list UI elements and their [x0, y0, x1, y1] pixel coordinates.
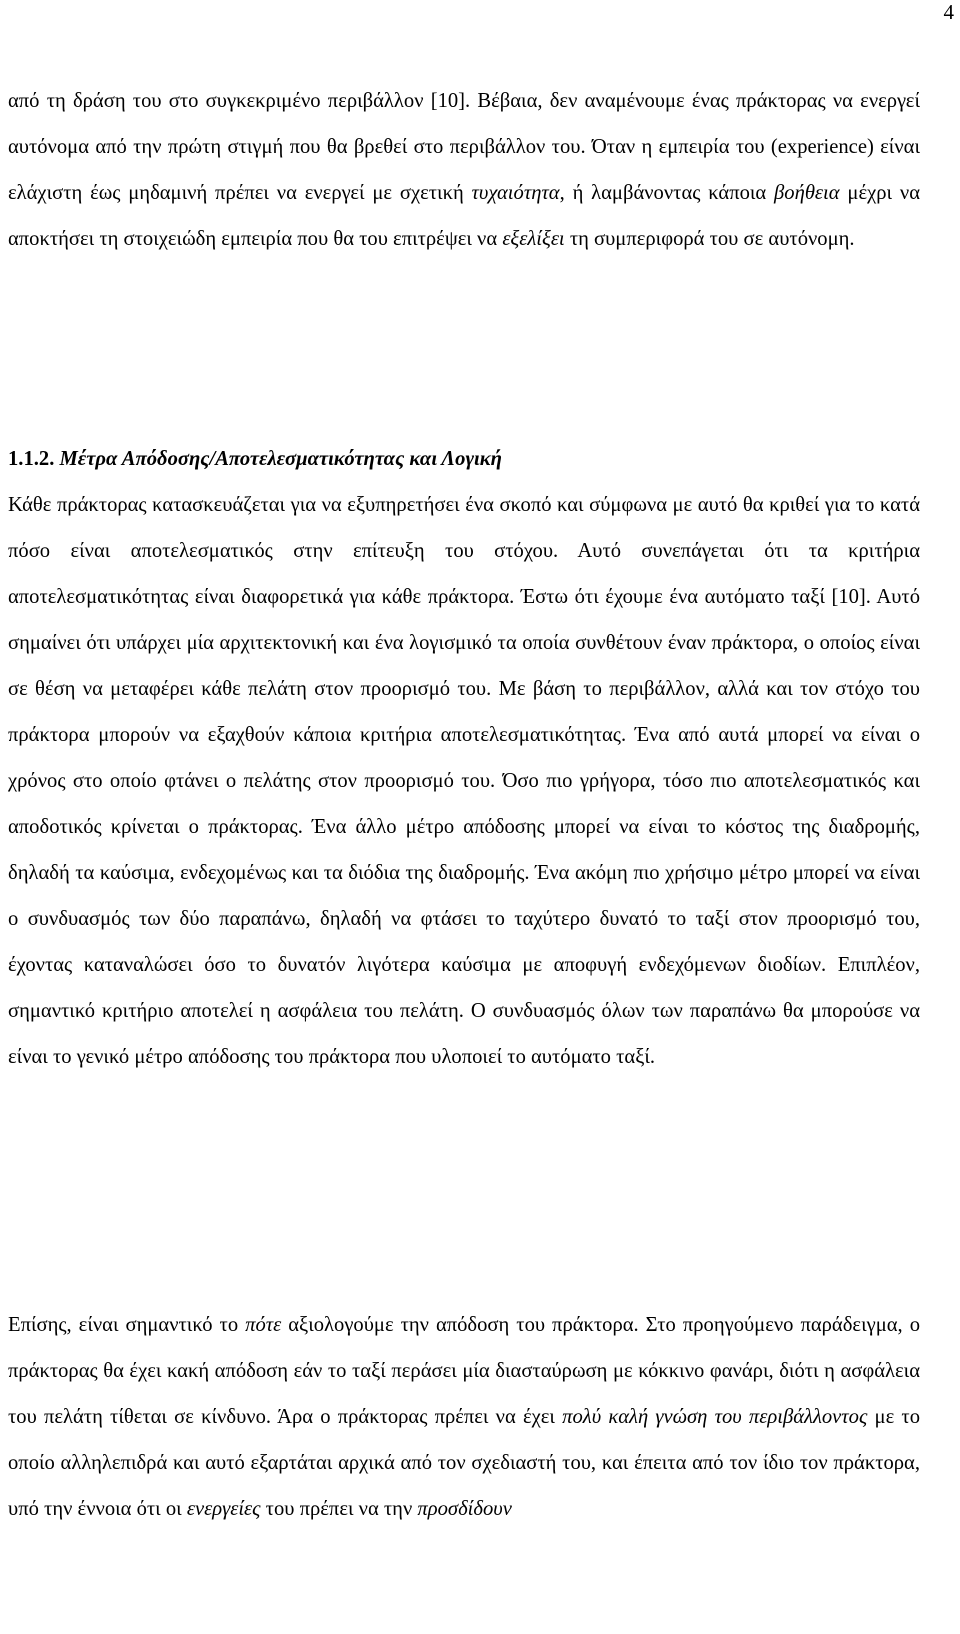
paragraph-continuation — [8, 78, 920, 262]
section-title: Μέτρα Απόδοσης/Αποτελεσματικότητας και Λογική — [59, 448, 502, 470]
section-heading — [8, 436, 502, 482]
emphasis-confer: προσδίδουν — [417, 1498, 512, 1520]
emphasis-environment-knowledge: πολύ καλή γνώση του περιβάλλοντος — [562, 1406, 868, 1428]
emphasis-help: βοήθεια — [774, 182, 840, 204]
paragraph-text: του πρέπει να την — [260, 1498, 418, 1520]
paragraph-text: από τη δράση του στο συγκεκριμένο περιβάλλον [10]. Βέβαια, δεν αναμένουμε ένας πράκτορας να ενεργεί αυτόνομα από την πρώτη στιγμή που θα βρεθεί στο περιβάλλον του. Όταν η εμπειρία του (experience) είναι ελάχιστη έως μηδαμινή πρέπει να ενεργεί με σχετική — [8, 90, 920, 204]
paragraph-text: τη συμπεριφορά του σε αυτόνομη. — [564, 228, 855, 250]
section-number: 1.1.2. — [8, 448, 60, 470]
emphasis-actions: ενεργείες — [186, 1498, 261, 1520]
paragraph-text: , ή λαμβάνοντας κάποια — [559, 182, 775, 204]
paragraph-text: αξιολογούμε την απόδοση του πράκτορα. Στο προηγούμενο παράδειγμα, ο πράκτορας θα έχει κακή απόδοση εάν το ταξί περάσει μία διασταύρωση με κόκκινο φανάρι, διότι η ασφάλεια του πελάτη τίθεται σε κίνδυνο. Άρα ο πράκτορας πρέπει να έχει — [8, 1314, 920, 1428]
emphasis-randomness: τυχαιότητα — [471, 182, 560, 204]
paragraph-text: με το οποίο αλληλεπιδρά και αυτό εξαρτάται αρχικά από τον σχεδιαστή του, και έπειτα από τον ίδιο τον πράκτορα, υπό την έννοια ότι οι — [8, 1406, 920, 1520]
emphasis-when: πότε — [245, 1314, 282, 1336]
paragraph-when-evaluate — [8, 1302, 920, 1532]
paragraph-performance-measures: Κάθε πράκτορας κατασκευάζεται για να εξυπηρετήσει ένα σκοπό και σύμφωνα με αυτό θα κριθεί για το κατά πόσο είναι αποτελεσματικός στην επίτευξη του στόχου. Αυτό συνεπάγεται ότι τα κριτήρια αποτελεσματικότητας είναι διαφορετικά για κάθε πράκτορα. Έστω ότι έχουμε ένα αυτόματο ταξί [10]. Αυτό σημαίνει ότι υπάρχει μία αρχιτεκτονική και ένα λογισμικό τα οποία συνθέτουν έναν πράκτορα, ο οποίος είναι σε θέση να μεταφέρει κάθε πελάτη στον προορισμό του. Με βάση το περιβάλλον, αλλά και τον στόχο του πράκτορα μπορούν να εξαχθούν κάποια κριτήρια αποτελεσματικότητας. Ένα από αυτά μπορεί να είναι ο χρόνος στο οποίο φτάνει ο πελάτης στον προορισμό του. Όσο πιο γρήγορα, τόσο πιο αποτελεσματικός και αποδοτικός κρίνεται ο πράκτορας. Ένα άλλο μέτρο απόδοσης μπορεί να είναι το κόστος της διαδρομής, δηλαδή τα καύσιμα, ενδεχομένως και τα διόδια της διαδρομής. Ένα ακόμη πιο χρήσιμο μέτρο μπορεί να είναι ο συνδυασμός των δύο παραπάνω, δηλαδή να φτάσει το ταχύτερο δυνατό το ταξί στον προορισμό του, έχοντας καταναλώσει όσο το δυνατόν λιγότερα καύσιμα με αποφυγή ενδεχόμενων διοδίων. Επιπλέον, σημαντικό κριτήριο αποτελεί η ασφάλεια του πελάτη. Ο συνδυασμός όλων των παραπάνω θα μπορούσε να είναι το γενικό μέτρο απόδοσης του πράκτορα που υλοποιεί το αυτόματο ταξί. — [8, 494, 920, 1068]
emphasis-evolve: εξελίξει — [502, 228, 565, 250]
paragraph-text: Επίσης, είναι σημαντικό το — [8, 1314, 246, 1336]
page-number: 4 — [943, 0, 954, 24]
paragraph-text: μέχρι να αποκτήσει τη στοιχειώδη εμπειρία που θα του επιτρέψει να — [8, 182, 920, 250]
